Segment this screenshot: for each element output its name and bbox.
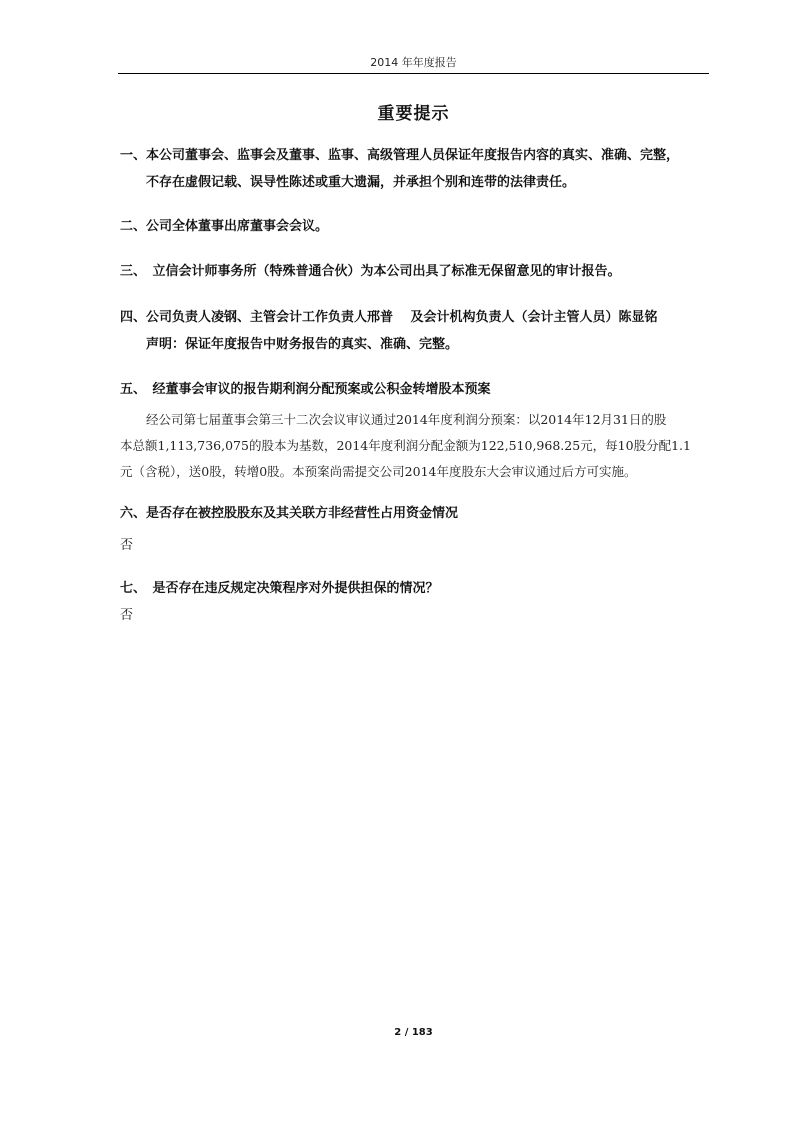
item-5-paragraph-line-3: 元（含税），送0股，转增0股。本预案尚需提交公司2014年度股东大会审议通过后方可实施。 (120, 464, 637, 479)
item-1-line-2: 不存在虚假记载、误导性陈述或重大遗漏，并承担个别和连带的法律责任。 (146, 175, 576, 190)
item-1-line-1: 一、本公司董事会、监事会及董事、监事、高级管理人员保证年度报告内容的真实、准确、完整， (120, 148, 680, 163)
item-5-paragraph-line-1: 经公司第七届董事会第三十二次会议审议通过2014年度利润分预案：以2014年12月31日的股 (146, 412, 667, 427)
item-4-line-2: 声明：保证年度报告中财务报告的真实、准确、完整。 (146, 337, 459, 352)
item-2-line: 二、公司全体董事出席董事会会议。 (120, 219, 329, 234)
item-5-paragraph-line-2: 本总额1,113,736,075的股本为基数，2014年度利润分配金额为122,510,968.25元，每10股分配1.1 (120, 438, 691, 453)
item-5-heading: 五、 经董事会审议的报告期利润分配预案或公积金转增股本预案 (120, 382, 491, 397)
running-header: 2014 年年度报告 (370, 56, 457, 69)
item-6-heading: 六、是否存在被控股股东及其关联方非经营性占用资金情况 (120, 506, 459, 521)
item-7-heading: 七、 是否存在违反规定决策程序对外提供担保的情况？ (120, 581, 439, 596)
item-7-answer: 否 (120, 608, 134, 623)
page-number: 2 / 183 (394, 1027, 433, 1038)
item-6-answer: 否 (120, 538, 134, 553)
header-rule (118, 73, 709, 74)
item-3-line: 三、 立信会计师事务所（特殊普通合伙）为本公司出具了标准无保留意见的审计报告。 (120, 264, 621, 279)
item-4-line-1: 四、公司负责人凌钢、主管会计工作负责人邢普 及会计机构负责人（会计主管人员）陈显铭 (120, 310, 658, 325)
page-title: 重要提示 (377, 104, 450, 124)
